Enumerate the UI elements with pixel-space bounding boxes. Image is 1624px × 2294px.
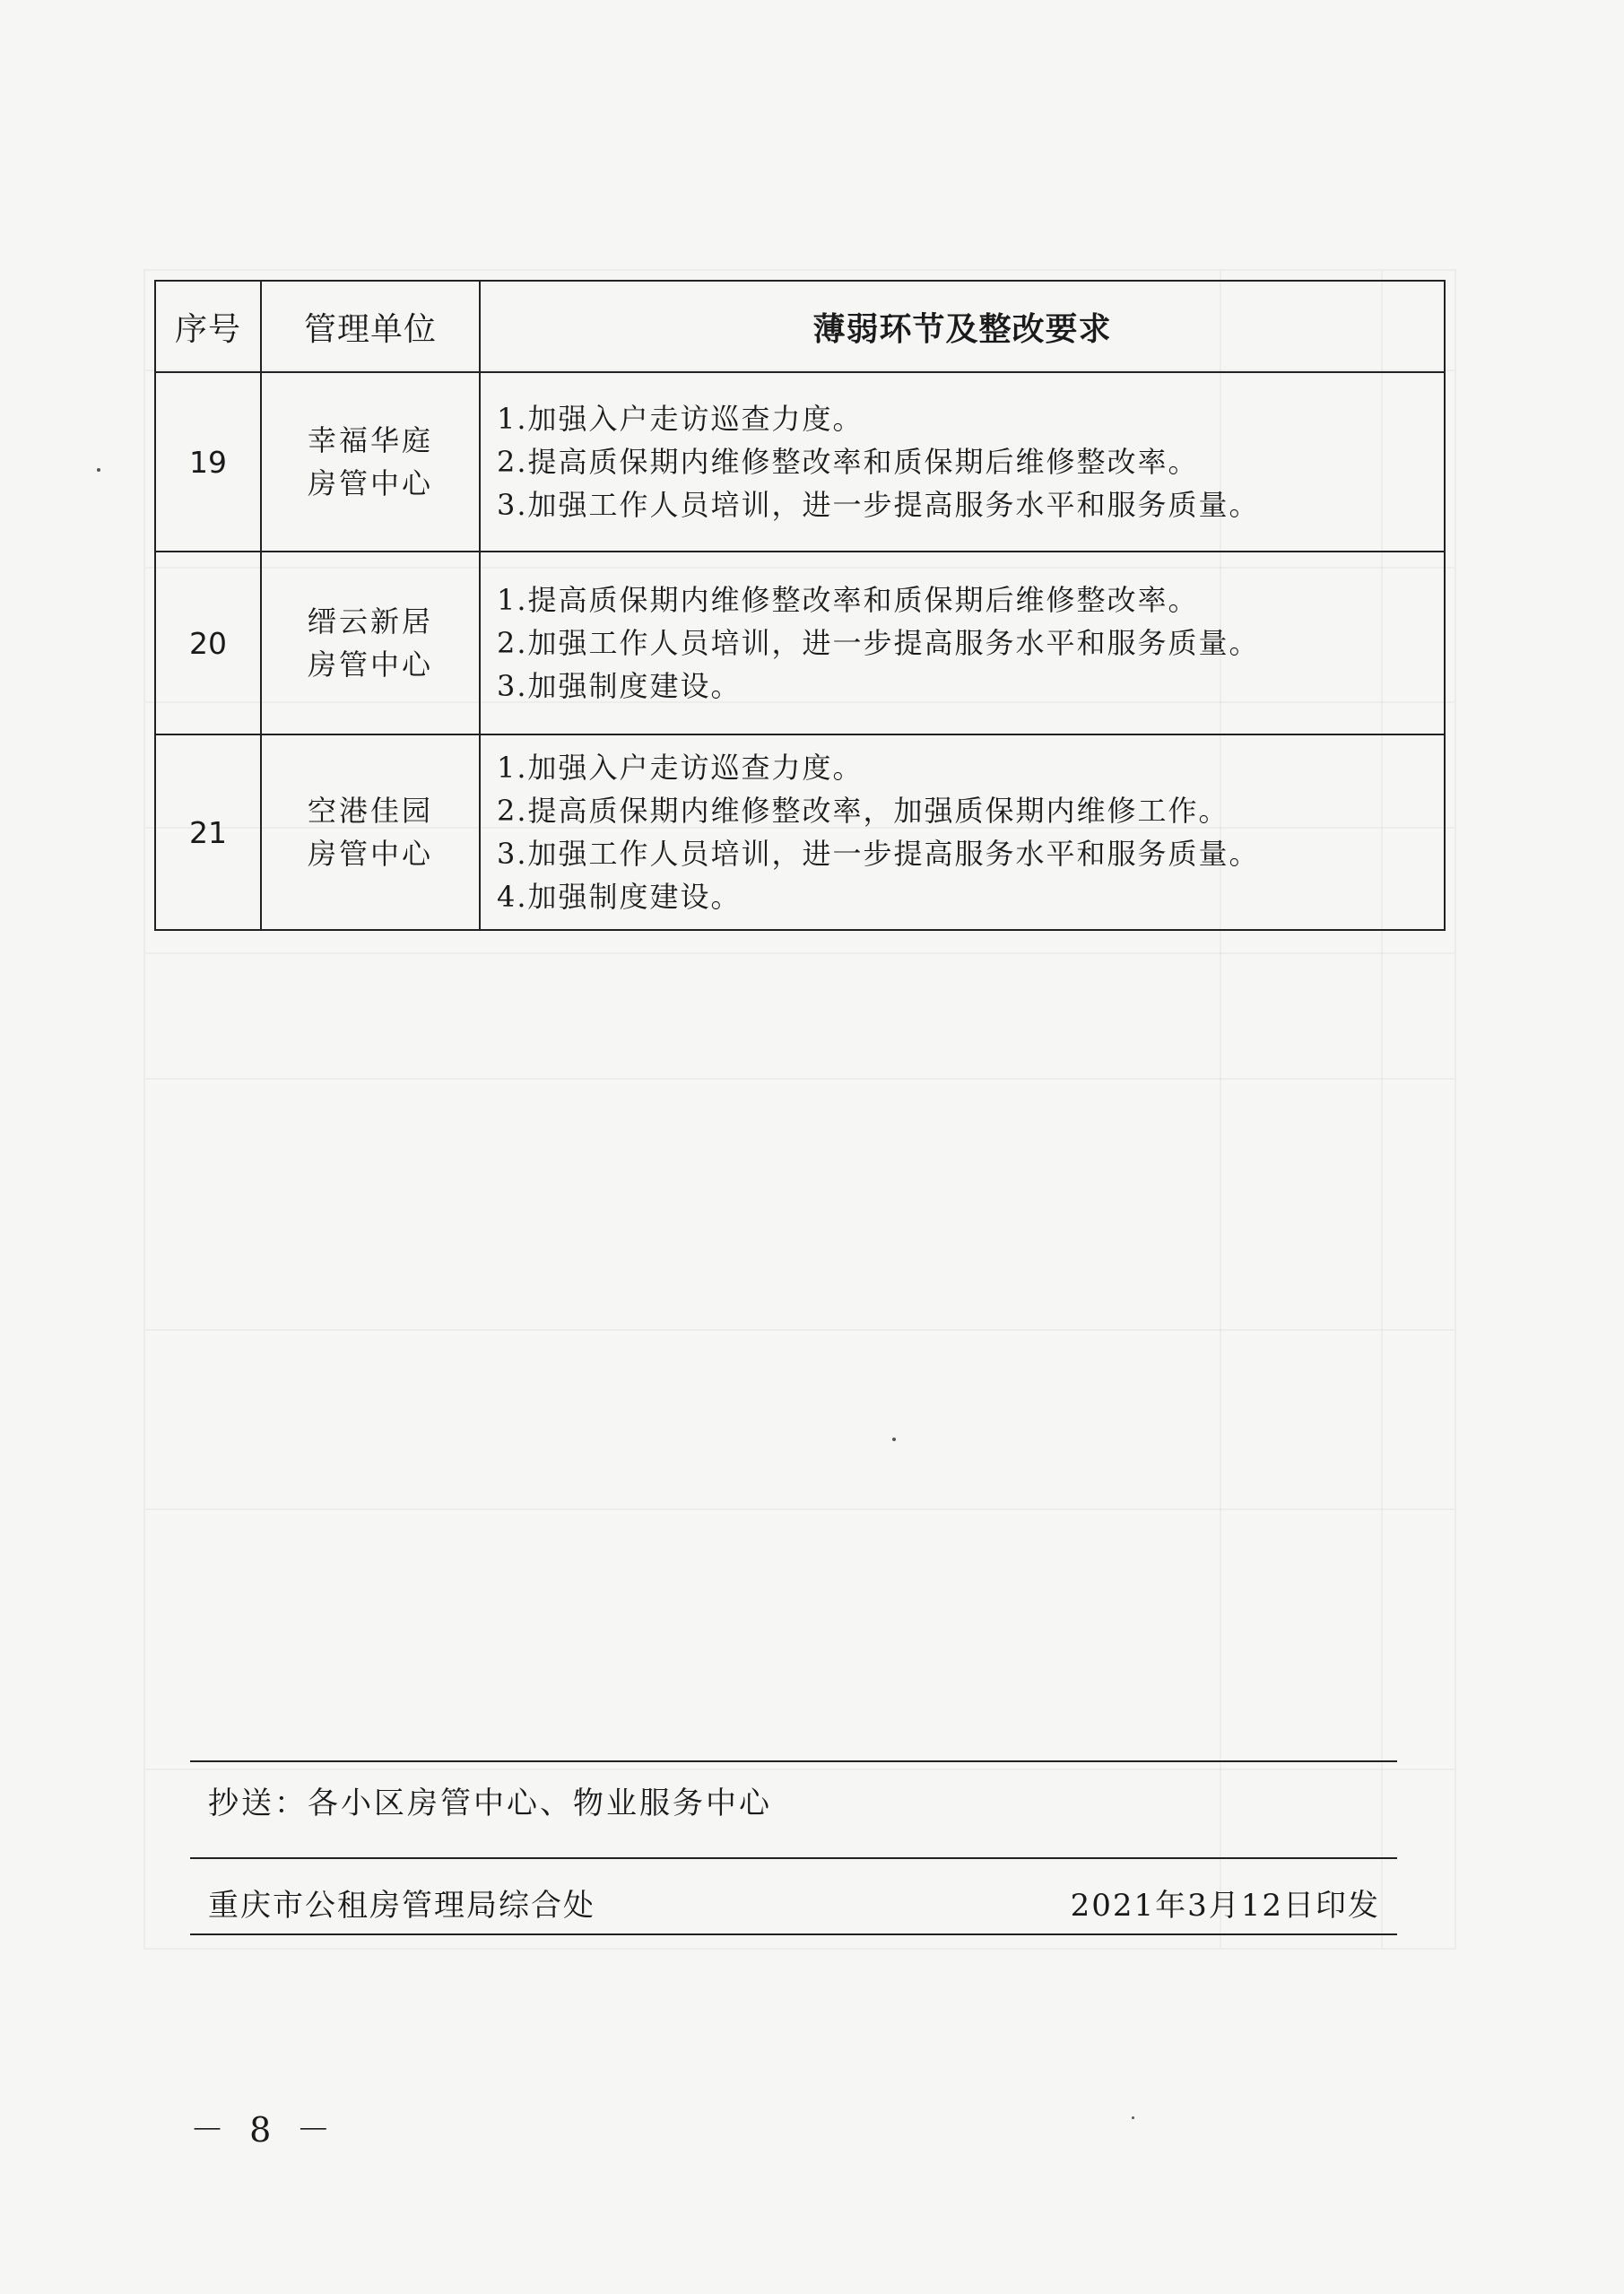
footer-rule-middle	[190, 1857, 1397, 1859]
requirement-item: 1.提高质保期内维修整改率和质保期后维修整改率。	[497, 583, 1199, 617]
header-requirements: 薄弱环节及整改要求	[480, 281, 1445, 372]
row-requirements	[480, 734, 1445, 930]
header-index: 序号	[155, 281, 261, 372]
unit-line: 幸福华庭	[307, 423, 433, 457]
unit-line: 空港佳园	[307, 794, 433, 828]
page-number: － 8 －	[190, 2110, 338, 2150]
footer-rule-bottom	[190, 1933, 1397, 1935]
row-unit	[261, 552, 480, 734]
table-row	[155, 552, 1445, 734]
requirement-item: 3.加强制度建设。	[497, 669, 742, 703]
scan-speck	[97, 468, 100, 472]
requirement-item: 2.加强工作人员培训，进一步提高服务水平和服务质量。	[497, 626, 1260, 660]
row-index: 21	[155, 734, 261, 930]
cc-line: 抄送：各小区房管中心、物业服务中心	[208, 1786, 772, 1821]
row-unit	[261, 372, 480, 552]
issuer-name: 重庆市公租房管理局综合处	[208, 1888, 595, 1924]
requirement-item: 1.加强入户走访巡查力度。	[497, 751, 864, 785]
table-row	[155, 372, 1445, 552]
header-unit: 管理单位	[261, 281, 480, 372]
unit-line: 房管中心	[307, 647, 433, 682]
requirement-item: 2.提高质保期内维修整改率，加强质保期内维修工作。	[497, 794, 1229, 828]
rectification-table	[154, 280, 1446, 931]
requirement-item: 2.提高质保期内维修整改率和质保期后维修整改率。	[497, 445, 1199, 479]
scan-speck	[892, 1438, 896, 1441]
unit-line: 房管中心	[307, 466, 433, 500]
table-header-row	[155, 281, 1445, 372]
row-requirements	[480, 552, 1445, 734]
row-index: 20	[155, 552, 261, 734]
requirement-item: 3.加强工作人员培训，进一步提高服务水平和服务质量。	[497, 837, 1260, 871]
unit-line: 缙云新居	[307, 604, 433, 639]
row-unit	[261, 734, 480, 930]
requirement-item: 1.加强入户走访巡查力度。	[497, 402, 864, 436]
scan-speck	[1132, 2116, 1134, 2119]
issue-date: 2021年3月12日印发	[1070, 1888, 1380, 1924]
requirement-item: 4.加强制度建设。	[497, 880, 742, 914]
table-row	[155, 734, 1445, 930]
footer-rule-top	[190, 1760, 1397, 1762]
row-index: 19	[155, 372, 261, 552]
requirement-item: 3.加强工作人员培训，进一步提高服务水平和服务质量。	[497, 488, 1260, 522]
row-requirements	[480, 372, 1445, 552]
unit-line: 房管中心	[307, 837, 433, 871]
